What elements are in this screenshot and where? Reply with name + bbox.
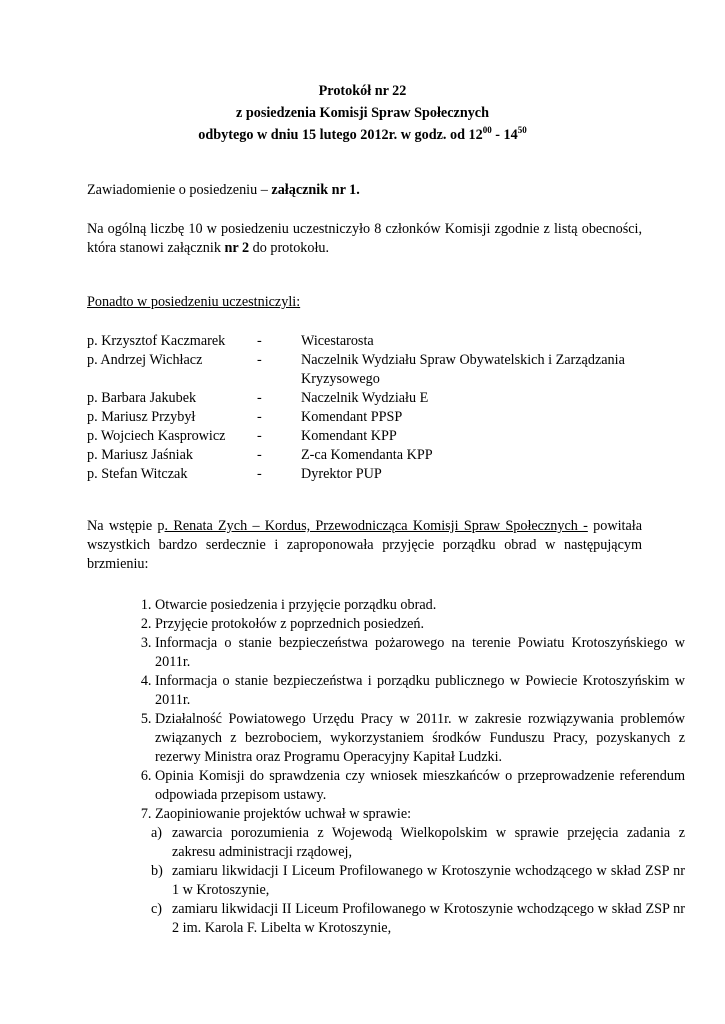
agenda-subitem: [151, 900, 685, 938]
agenda-list: [111, 596, 685, 938]
agenda-item: [151, 805, 685, 938]
agenda-item: 1. Otwarcie posiedzenia i przyjęcie porządku obrad.: [155, 596, 685, 615]
attendance-paragraph: [87, 220, 642, 258]
agenda-item: 2. Przyjęcie protokołów z poprzednich posiedzeń.: [155, 615, 685, 634]
time-end-superscript: 50: [517, 125, 527, 135]
title-line-1: Protokół nr 22: [318, 83, 407, 99]
agenda-item: 6. Opinia Komisji do sprawdzenia czy wniosek mieszkańców o przeprowadzenie referendum odpowiada przepisom ustawy.: [155, 767, 685, 805]
notice-attachment: załącznik nr 1.: [271, 182, 360, 198]
attendance-text: Na ogólną liczbę 10 w posiedzeniu uczestniczyło 8 członków Komisji zgodnie z listą obecności, która stanowi załącznik: [87, 221, 642, 256]
notice-paragraph: [87, 181, 642, 200]
participant-name: p. Mariusz Jaśniak: [87, 447, 193, 463]
participants-heading: Ponadto w posiedzeniu uczestniczyli:: [87, 294, 301, 310]
intro-paragraph: [87, 517, 642, 574]
participant-name: p. Barbara Jakubek: [87, 390, 197, 406]
subitem-text: zamiaru likwidacji II Liceum Profilowanego w Krotoszynie wchodzącego w skład ZSP nr 2 im. Karola F. Libelta w Krotoszynie,: [172, 901, 685, 936]
title-line-2: z posiedzenia Komisji Spraw Społecznych: [235, 105, 489, 121]
participant-role: Z-ca Komendanta KPP: [301, 447, 433, 463]
subitem-marker: a): [151, 825, 163, 841]
participant-role: Komendant PPSP: [301, 409, 403, 425]
participant-row: [87, 427, 647, 446]
agenda-item: 3. Informacja o stanie bezpieczeństwa pożarowego na terenie Powiatu Krotoszyńskiego w 2011r.: [155, 634, 685, 672]
participant-dash: -: [257, 390, 262, 406]
participant-role: Dyrektor PUP: [301, 466, 382, 482]
agenda-subitem: [151, 862, 685, 900]
participant-dash: -: [257, 409, 262, 425]
agenda-item-text: Zaopiniowanie projektów uchwał w sprawie:: [155, 806, 412, 822]
participant-row: [87, 408, 647, 427]
intro-prefix: Na wstępie p: [87, 518, 165, 534]
participant-role: Wicestarosta: [301, 333, 374, 349]
participant-row: [87, 351, 647, 387]
participant-role: Naczelnik Wydziału Spraw Obywatelskich i Zarządzania Kryzysowego: [301, 352, 625, 387]
title-line-3: [0, 126, 725, 145]
participant-dash: -: [257, 352, 262, 368]
agenda-item: 5. Działalność Powiatowego Urzędu Pracy w 2011r. w zakresie rozwiązywania problemów związanych z bezrobociem, wykorzystaniem środków Funduszu Pracy, pozyskanych z rezerwy Ministra oraz Programu Operacyjny Kapitał Ludzki.: [155, 710, 685, 767]
attendance-text-end: do protokołu.: [249, 240, 330, 256]
participant-name: p. Wojciech Kasprowicz: [87, 428, 226, 444]
intro-text: powitała wszystkich bardzo serdecznie i zaproponowała przyjęcie porządku obrad w następującym brzmieniu:: [87, 518, 642, 572]
chairperson-name: . Renata Zych – Kordus, Przewodnicząca Komisji Spraw Społecznych -: [164, 518, 588, 534]
subitem-marker: b): [151, 863, 163, 879]
subitem-text: zamiaru likwidacji I Liceum Profilowanego w Krotoszynie wchodzącego w skład ZSP nr 1 w Krotoszynie,: [172, 863, 685, 898]
subitem-marker: c): [151, 901, 163, 917]
participant-row: [87, 389, 647, 408]
time-separator: - 14: [491, 127, 518, 143]
participant-dash: -: [257, 466, 262, 482]
participant-row: [87, 446, 647, 465]
participant-dash: -: [257, 447, 262, 463]
notice-text: Zawiadomienie o posiedzeniu –: [87, 182, 272, 198]
agenda-item: 4. Informacja o stanie bezpieczeństwa i porządku publicznego w Powiecie Krotoszyńskim w 2011r.: [155, 672, 685, 710]
agenda-subitem: [151, 824, 685, 862]
subitem-text: zawarcia porozumienia z Wojewodą Wielkopolskim w sprawie przejęcia zadania z zakresu administracji rządowej,: [172, 825, 685, 860]
time-start-superscript: 00: [482, 125, 492, 135]
participant-role: Naczelnik Wydziału E: [301, 390, 429, 406]
attendance-attachment: nr 2: [224, 240, 250, 256]
agenda-sublist: [151, 824, 685, 938]
participant-row: [87, 332, 647, 351]
title-date-text: odbytego w dniu 15 lutego 2012r. w godz. od 12: [198, 127, 483, 143]
participant-dash: -: [257, 428, 262, 444]
participant-name: p. Andrzej Wichłacz: [87, 352, 203, 368]
participant-role: Komendant KPP: [301, 428, 397, 444]
participant-name: p. Krzysztof Kaczmarek: [87, 333, 226, 349]
participant-name: p. Mariusz Przybył: [87, 409, 196, 425]
participant-row: [87, 465, 647, 484]
participant-dash: -: [257, 333, 262, 349]
participant-name: p. Stefan Witczak: [87, 466, 188, 482]
